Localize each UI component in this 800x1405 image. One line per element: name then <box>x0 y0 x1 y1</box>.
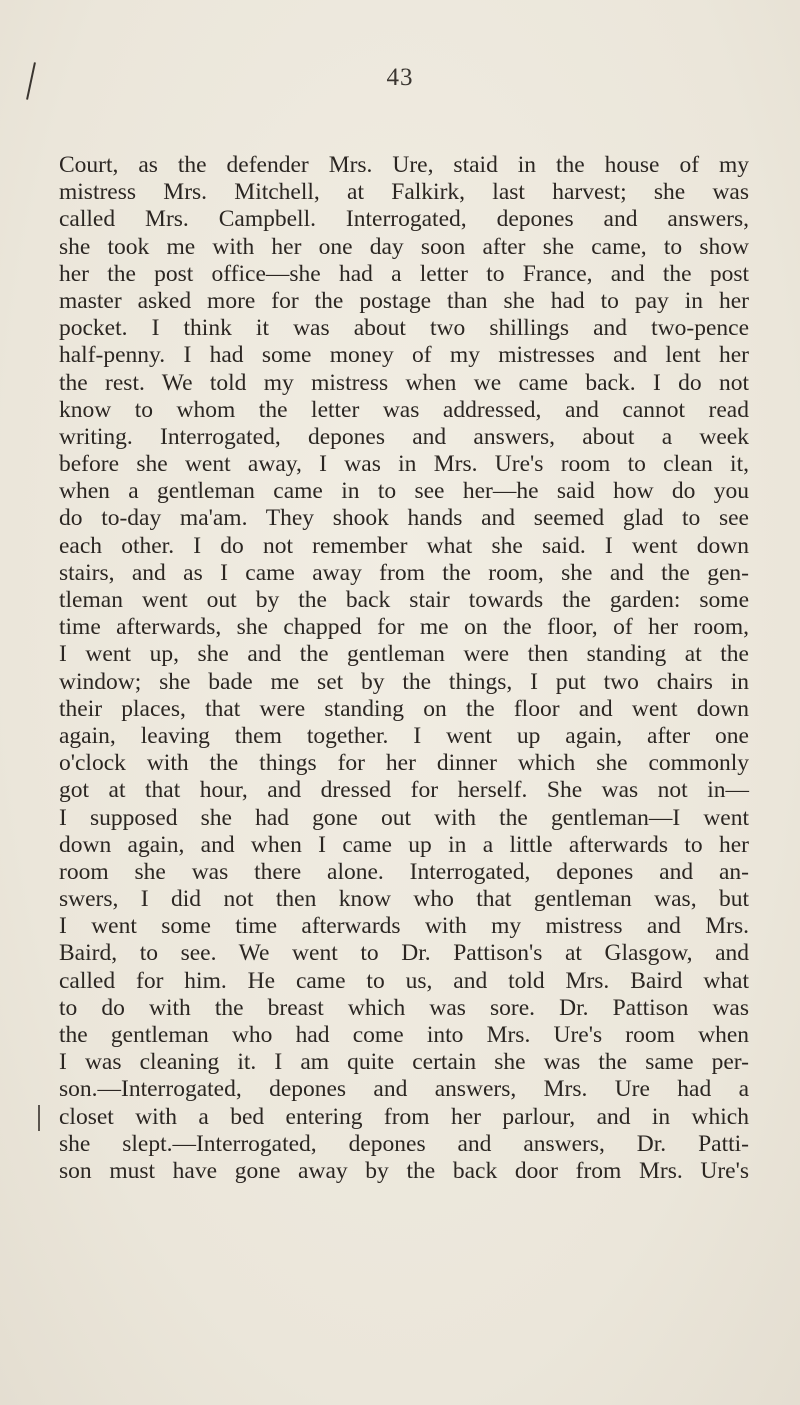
text-line: half-penny. I had some money of my mistresses and lent her <box>59 342 749 369</box>
page-number: 43 <box>386 64 414 91</box>
text-line: closet with a bed entering from her parlour, and in which <box>59 1103 749 1130</box>
text-line: time afterwards, she chapped for me on the floor, of her room, <box>59 614 749 641</box>
text-line: I went up, she and the gentleman were then standing at the <box>59 641 749 668</box>
text-line: the gentleman who had come into Mrs. Ure's room when <box>59 1022 749 1048</box>
text-line: I supposed she had gone out with the gentleman—I went <box>59 804 749 831</box>
text-line: writing. Interrogated, depones and answers, about a week <box>59 423 749 450</box>
text-line: before she went away, I was in Mrs. Ure's room to clean it, <box>59 451 749 478</box>
text-line: again, leaving them together. I went up again, after one <box>59 722 749 749</box>
text-line: she slept.—Interrogated, depones and answers, Dr. Patti- <box>59 1130 749 1157</box>
text-line: son must have gone away by the back door from Mrs. Ure's <box>59 1157 749 1184</box>
text-line: called for him. He came to us, and told Mrs. Baird what <box>59 967 749 994</box>
text-line: know to whom the letter was addressed, and cannot read <box>59 396 749 423</box>
text-line: do to-day ma'am. They shook hands and seemed glad to see <box>59 505 749 532</box>
text-line: I was cleaning it. I am quite certain she was the same per- <box>59 1049 749 1076</box>
text-line: mistress Mrs. Mitchell, at Falkirk, last harvest; she was <box>59 179 749 206</box>
text-line: swers, I did not then know who that gentleman was, but <box>59 886 749 913</box>
text-line: son.—Interrogated, depones and answers, Mrs. Ure had a <box>59 1076 749 1103</box>
text-line: the rest. We told my mistress when we came back. I do not <box>59 369 749 396</box>
text-line: tleman went out by the back stair towards the garden: some <box>59 587 749 613</box>
text-line: o'clock with the things for her dinner which she commonly <box>59 750 749 777</box>
text-line: master asked more for the postage than she had to pay in her <box>59 287 749 314</box>
text-line: pocket. I think it was about two shillings and two-pence <box>59 315 749 342</box>
text-line: down again, and when I came up in a little afterwards to her <box>59 831 749 858</box>
text-line: her the post office—she had a letter to France, and the post <box>59 260 749 287</box>
text-line: Court, as the defender Mrs. Ure, staid in the house of my <box>59 152 749 178</box>
margin-mark-left <box>38 1105 40 1131</box>
text-line: she took me with her one day soon after she came, to show <box>59 233 749 260</box>
text-line: Baird, to see. We went to Dr. Pattison's at Glasgow, and <box>59 940 749 967</box>
text-line: their places, that were standing on the floor and went down <box>59 695 749 722</box>
text-line: to do with the breast which was sore. Dr. Pattison was <box>59 994 749 1021</box>
text-line: when a gentleman came in to see her—he said how do you <box>59 478 749 505</box>
text-line: room she was there alone. Interrogated, depones and an- <box>59 858 749 885</box>
text-line: called Mrs. Campbell. Interrogated, depones and answers, <box>59 206 749 233</box>
text-line: I went some time afterwards with my mistress and Mrs. <box>59 913 749 940</box>
text-line: got at that hour, and dressed for herself. She was not in— <box>59 777 749 804</box>
text-line: stairs, and as I came away from the room, she and the gen- <box>59 559 749 586</box>
text-line: window; she bade me set by the things, I put two chairs in <box>59 668 749 695</box>
body-text <box>59 152 749 1185</box>
text-line: each other. I do not remember what she said. I went down <box>59 532 749 559</box>
